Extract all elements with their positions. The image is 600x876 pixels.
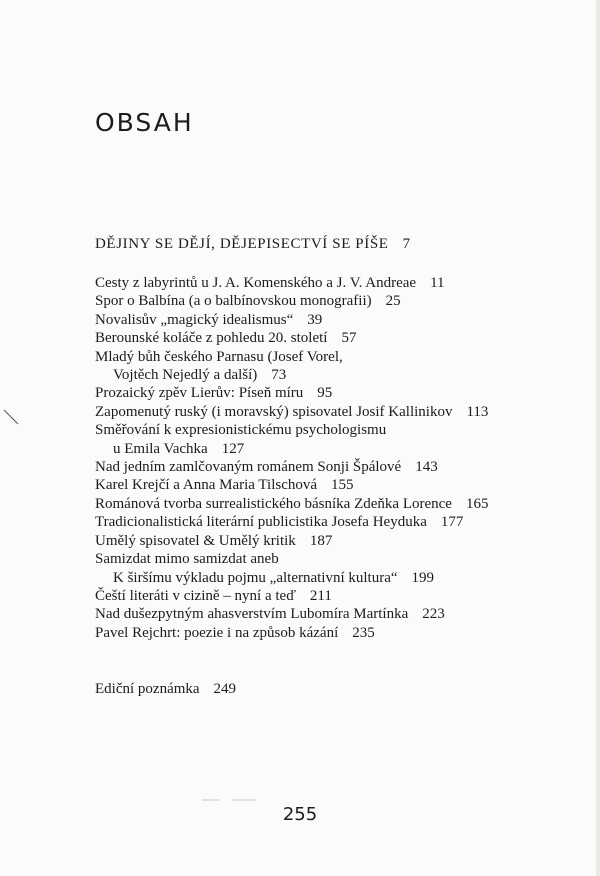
toc-entry-line: [95, 421, 595, 439]
toc-entry-title: Nad dušezpytným ahasverstvím Lubomíra Martínka: [95, 606, 409, 623]
page-title: OBSAH: [95, 108, 194, 137]
page-number-folio: 255: [282, 804, 318, 825]
toc-entry-page-number: 11: [430, 275, 445, 291]
editorial-note-entry: [95, 681, 236, 698]
toc-entry-page-number: 113: [466, 403, 489, 420]
toc-entry-title: Spor o Balbína (a o balbínovskou monografii): [95, 293, 372, 310]
toc-entry-page-number: 235: [352, 624, 375, 641]
toc-entry-title: Čeští literáti v cizině – nyní a teď: [95, 587, 296, 604]
toc-entry-title: Mladý bůh českého Parnasu (Josef Vorel,: [95, 348, 343, 365]
toc-entry-title: Prozaický zpěv Lierův: Píseň míru: [95, 385, 304, 402]
toc-entry-line: [95, 513, 595, 531]
toc-entry-page-number: 165: [465, 495, 489, 512]
toc-entry-line: [95, 329, 595, 347]
toc-entry-page-number: 95: [317, 385, 333, 402]
toc-entry-page-number: 155: [331, 477, 354, 494]
toc-entry-line: [95, 366, 595, 384]
toc-entry-page-number: 143: [415, 459, 438, 476]
toc-entry-title: Vojtěch Nejedlý a další): [113, 367, 258, 384]
toc-entry-line: [95, 403, 595, 421]
scan-mark: [2, 408, 22, 428]
toc-entry-line: [95, 587, 595, 605]
section-heading: [95, 236, 411, 253]
toc-entry-page-number: 57: [341, 330, 357, 347]
toc-entry-title: Novalisův „magický idealismus“: [95, 311, 294, 328]
toc-entry-title: Pavel Rejchrt: poezie i na způsob kázání: [95, 624, 339, 641]
toc-entry-line: [95, 458, 595, 476]
toc-entry-line: [95, 605, 595, 623]
toc-entry-title: Románová tvorba surrealistického básníka Zdeňka Lorence: [95, 495, 452, 512]
editorial-note-page-number: 249: [213, 681, 237, 697]
toc-entry-title: Tradicionalistická literární publicistika Josefa Heyduka: [95, 514, 427, 531]
toc-entry-line: [95, 476, 595, 494]
toc-entry-title: Nad jedním zamlčovaným románem Sonji Špálové: [95, 459, 402, 476]
toc-entry-title: Zapomenutý ruský (i moravský) spisovatel Josif Kallinikov: [95, 403, 453, 420]
toc-entry-title: u Emila Vachka: [113, 440, 208, 457]
editorial-note-title: Ediční poznámka: [95, 681, 200, 697]
toc-entry-line: [95, 274, 595, 292]
table-of-contents: [95, 274, 595, 642]
toc-entry-page-number: 73: [271, 367, 287, 384]
toc-entry-line: [95, 495, 595, 513]
toc-entry-page-number: 127: [221, 440, 245, 457]
toc-entry-line: [95, 440, 595, 458]
section-title: DĚJINY SE DĚJÍ, DĚJEPISECTVÍ SE PÍŠE: [95, 236, 389, 252]
scan-smudge: [200, 795, 260, 805]
toc-entry-line: [95, 348, 595, 366]
toc-entry-title: Samizdat mimo samizdat aneb: [95, 551, 279, 568]
toc-entry-line: [95, 550, 595, 568]
toc-entry-page-number: 199: [411, 569, 435, 586]
toc-entry-page-number: 39: [307, 311, 323, 328]
toc-entry-title: Cesty z labyrintů u J. A. Komenského a J. V. Andreae: [95, 275, 417, 291]
toc-entry-title: Směřování k expresionistickému psychologismu: [95, 422, 387, 439]
toc-entry-line: [95, 624, 595, 642]
toc-entry-line: [95, 569, 595, 587]
toc-entry-line: [95, 532, 595, 550]
toc-entry-title: Umělý spisovatel & Umělý kritik: [95, 532, 296, 549]
toc-entry-page-number: 25: [385, 293, 401, 310]
toc-entry-page-number: 211: [309, 587, 332, 604]
toc-entry-title: K širšímu výkladu pojmu „alternativní kultura“: [113, 569, 398, 586]
toc-entry-page-number: 187: [309, 532, 333, 549]
toc-entry-page-number: 177: [440, 514, 464, 531]
toc-entry-title: Karel Krejčí a Anna Maria Tilschová: [95, 477, 318, 494]
section-page-number: 7: [402, 236, 411, 252]
toc-entry-line: [95, 384, 595, 402]
toc-entry-line: [95, 292, 595, 310]
toc-entry-page-number: 223: [422, 606, 445, 623]
toc-entry-title: Berounské koláče z pohledu 20. století: [95, 330, 328, 347]
toc-entry-line: [95, 311, 595, 329]
page-edge-shadow: [590, 0, 600, 876]
